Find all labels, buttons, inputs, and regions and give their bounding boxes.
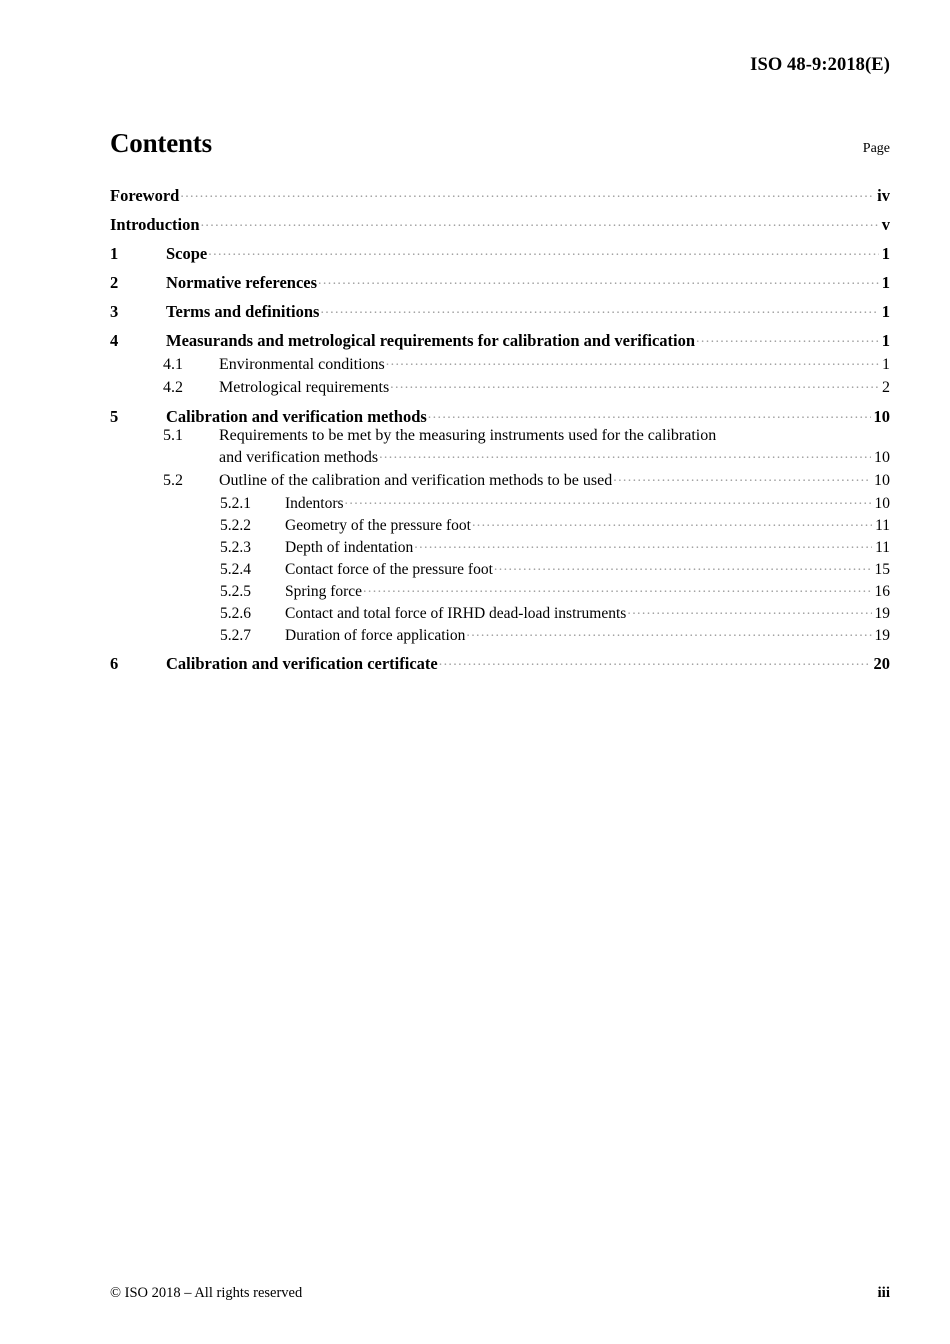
toc-entry[interactable] (110, 469, 890, 490)
toc-entry-label: Calibration and verification methods (166, 406, 427, 426)
toc-entry-page-number: 1 (881, 243, 890, 263)
toc-entry-number: 6 (110, 653, 119, 673)
toc-entry-page-number: 15 (874, 560, 890, 578)
toc-entry-label: Environmental conditions (219, 355, 385, 373)
toc-entry-page-number: 1 (882, 355, 890, 373)
toc-entry-label: Metrological requirements (219, 379, 390, 396)
page-folio: iii (877, 1285, 890, 1301)
toc-entry[interactable] (110, 652, 890, 672)
toc-entry-page-number: v (881, 214, 890, 234)
toc-entry[interactable] (110, 271, 890, 291)
document-header-standard-reference: ISO 48-9:2018(E) (750, 55, 890, 75)
toc-entry-label: Duration of force application (285, 626, 466, 644)
toc-entry-label: Foreword (110, 185, 180, 205)
toc-entry-number: 4.1 (163, 355, 183, 373)
toc-entry-page-number: 10 (874, 472, 890, 489)
toc-entry[interactable] (110, 579, 890, 599)
toc-entry-number: 5.2.5 (220, 582, 251, 600)
toc-entry-number: 3 (110, 301, 119, 321)
toc-entry[interactable] (110, 329, 890, 349)
dot-leader (390, 376, 879, 393)
toc-entry[interactable] (110, 601, 890, 621)
toc-entry-label-continuation: and verification methods (219, 448, 379, 466)
dot-leader (439, 652, 871, 669)
toc-entry-number: 5 (110, 406, 119, 426)
dot-leader (386, 352, 879, 369)
toc-entry-number: 4 (110, 330, 119, 350)
page-column-header: Page (862, 141, 890, 156)
toc-entry-label: Normative references (166, 272, 318, 292)
toc-entry-number: 4.2 (163, 379, 183, 396)
dot-leader (201, 213, 879, 230)
toc-entry-page-number: 10 (874, 448, 890, 466)
toc-entry-page-number: 1 (881, 301, 890, 321)
toc-entry-page-number: 19 (874, 626, 890, 644)
toc-entry-label: Geometry of the pressure foot (285, 516, 471, 534)
toc-entry-label: Spring force (285, 582, 363, 600)
toc-entry-label: Outline of the calibration and verification methods to be used (219, 472, 613, 489)
toc-entry-number: 5.2.4 (220, 560, 251, 578)
dot-leader (318, 271, 879, 288)
dot-leader (345, 491, 872, 508)
dot-leader (414, 535, 872, 552)
toc-entry-number: 1 (110, 243, 119, 263)
toc-entry[interactable] (110, 428, 890, 466)
toc-entry-number: 2 (110, 272, 119, 292)
toc-entry-label: Contact force of the pressure foot (285, 560, 493, 578)
toc-entry-label: Measurands and metrological requirements for calibration and verification (166, 330, 696, 350)
dot-leader (428, 405, 871, 422)
copyright-notice: © ISO 2018 – All rights reserved (110, 1285, 303, 1301)
toc-entry-page-number: 11 (875, 538, 890, 556)
toc-entry-label: Depth of indentation (285, 538, 414, 556)
toc-entry[interactable] (110, 184, 890, 204)
dot-leader (696, 329, 879, 346)
toc-entry[interactable] (110, 376, 890, 397)
toc-entry[interactable] (110, 491, 890, 511)
toc-entry-number: 5.2 (163, 472, 183, 489)
toc-entry-label: Calibration and verification certificate (166, 653, 438, 673)
toc-entry[interactable] (110, 557, 890, 577)
toc-entry-label: Introduction (110, 214, 200, 234)
toc-entry-number: 5.2.2 (220, 516, 251, 534)
toc-entry[interactable] (110, 405, 890, 425)
dot-leader (466, 623, 871, 640)
dot-leader (363, 579, 871, 596)
toc-entry-page-number: 19 (874, 604, 890, 622)
dot-leader (494, 557, 872, 574)
toc-entry-page-number: iv (877, 185, 890, 205)
toc-entry-line (110, 428, 890, 444)
toc-entry-page-number: 16 (874, 582, 890, 600)
toc-entry-label: Indentors (285, 494, 344, 512)
toc-entry-number: 5.2.6 (220, 604, 251, 622)
toc-entry[interactable] (110, 352, 890, 373)
dot-leader (627, 601, 871, 618)
dot-leader (180, 184, 874, 201)
toc-entry-page-number: 10 (873, 406, 890, 426)
toc-entry-label: Scope (166, 243, 208, 263)
toc-entry[interactable] (110, 242, 890, 262)
toc-entry-number: 5.2.3 (220, 538, 251, 556)
contents-heading-row (110, 128, 890, 159)
toc-entry-label: Contact and total force of IRHD dead-load instruments (285, 604, 627, 622)
toc-entry-page-number: 11 (875, 516, 890, 534)
toc-entry-number: 5.1 (163, 427, 183, 444)
toc-entry[interactable] (110, 213, 890, 233)
toc-entry-number: 5.2.1 (220, 494, 251, 512)
dot-leader (472, 513, 872, 530)
toc-entry[interactable] (110, 513, 890, 533)
toc-entry-page-number: 10 (874, 494, 890, 512)
toc-entry-label: Terms and definitions (166, 301, 320, 321)
table-of-contents (110, 184, 890, 672)
toc-entry-page-number: 1 (881, 330, 890, 350)
toc-entry-label: Requirements to be met by the measuring instruments used for the calibration (219, 427, 717, 444)
toc-entry-line (110, 445, 890, 466)
toc-entry-page-number: 2 (882, 379, 890, 396)
toc-entry-page-number: 1 (881, 272, 890, 292)
document-footer (110, 1285, 890, 1302)
toc-entry-page-number: 20 (873, 653, 890, 673)
toc-entry[interactable] (110, 623, 890, 643)
toc-entry-number: 5.2.7 (220, 626, 251, 644)
toc-entry[interactable] (110, 535, 890, 555)
page-title: Contents (110, 128, 212, 158)
dot-leader (208, 242, 879, 259)
dot-leader (613, 469, 871, 486)
dot-leader (379, 445, 871, 462)
dot-leader (320, 300, 878, 317)
toc-entry[interactable] (110, 300, 890, 320)
